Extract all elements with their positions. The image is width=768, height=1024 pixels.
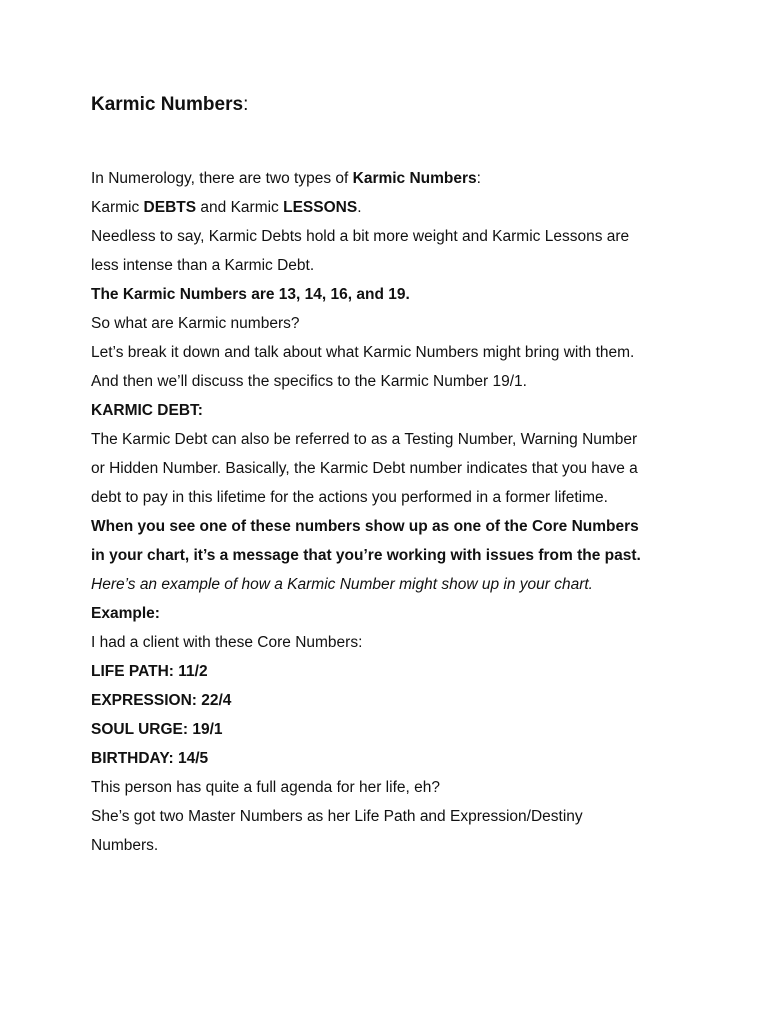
client-line: I had a client with these Core Numbers:: [91, 634, 363, 651]
weight-line-1: Needless to say, Karmic Debts hold a bit more weight and Karmic Lessons are: [91, 228, 630, 245]
debt-desc-line-3: debt to pay in this lifetime for the actions you performed in a former lifetime.: [91, 489, 608, 506]
example-intro-italic: Here’s an example of how a Karmic Number might show up in your chart.: [91, 576, 593, 593]
core-number-birthday: BIRTHDAY: 14/5: [91, 750, 209, 767]
karmic-numbers-list: The Karmic Numbers are 13, 14, 16, and 19.: [91, 286, 410, 303]
karmic-debt-heading: KARMIC DEBT:: [91, 402, 203, 419]
document-title: [91, 93, 691, 117]
weight-line-2: less intense than a Karmic Debt.: [91, 257, 315, 274]
intro-bold-term: Karmic Numbers: [352, 170, 477, 187]
document-body: [91, 93, 691, 860]
types-lessons: LESSONS: [283, 199, 358, 216]
core-message-line-2: in your chart, it’s a message that you’re working with issues from the past.: [91, 547, 641, 564]
title-text: Karmic Numbers: [91, 94, 244, 115]
title-colon: :: [243, 94, 249, 115]
types-debts: DEBTS: [143, 199, 197, 216]
master-numbers-line-1: She’s got two Master Numbers as her Life Path and Expression/Destiny: [91, 808, 583, 825]
intro-text: In Numerology, there are two types of: [91, 170, 353, 187]
breakdown-line: Let’s break it down and talk about what Karmic Numbers might bring with them.: [91, 344, 635, 361]
master-numbers-line-2: Numbers.: [91, 837, 159, 854]
core-number-life-path: LIFE PATH: 11/2: [91, 663, 208, 680]
intro-paragraph: [91, 164, 691, 193]
agenda-line: This person has quite a full agenda for her life, eh?: [91, 779, 440, 796]
specifics-line: And then we’ll discuss the specifics to the Karmic Number 19/1.: [91, 373, 527, 390]
debt-desc-line-1: The Karmic Debt can also be referred to as a Testing Number, Warning Number: [91, 431, 638, 448]
question-line: So what are Karmic numbers?: [91, 315, 300, 332]
types-text-2: and Karmic: [196, 199, 284, 216]
types-text-1: Karmic: [91, 199, 144, 216]
core-message-line-1: When you see one of these numbers show up as one of the Core Numbers: [91, 518, 639, 535]
example-heading: Example:: [91, 605, 160, 622]
core-number-soul-urge: SOUL URGE: 19/1: [91, 721, 223, 738]
intro-colon: :: [476, 170, 481, 187]
debt-desc-line-2: or Hidden Number. Basically, the Karmic Debt number indicates that you have a: [91, 460, 638, 477]
types-text-3: .: [357, 199, 362, 216]
types-line: [91, 193, 691, 222]
core-number-expression: EXPRESSION: 22/4: [91, 692, 232, 709]
